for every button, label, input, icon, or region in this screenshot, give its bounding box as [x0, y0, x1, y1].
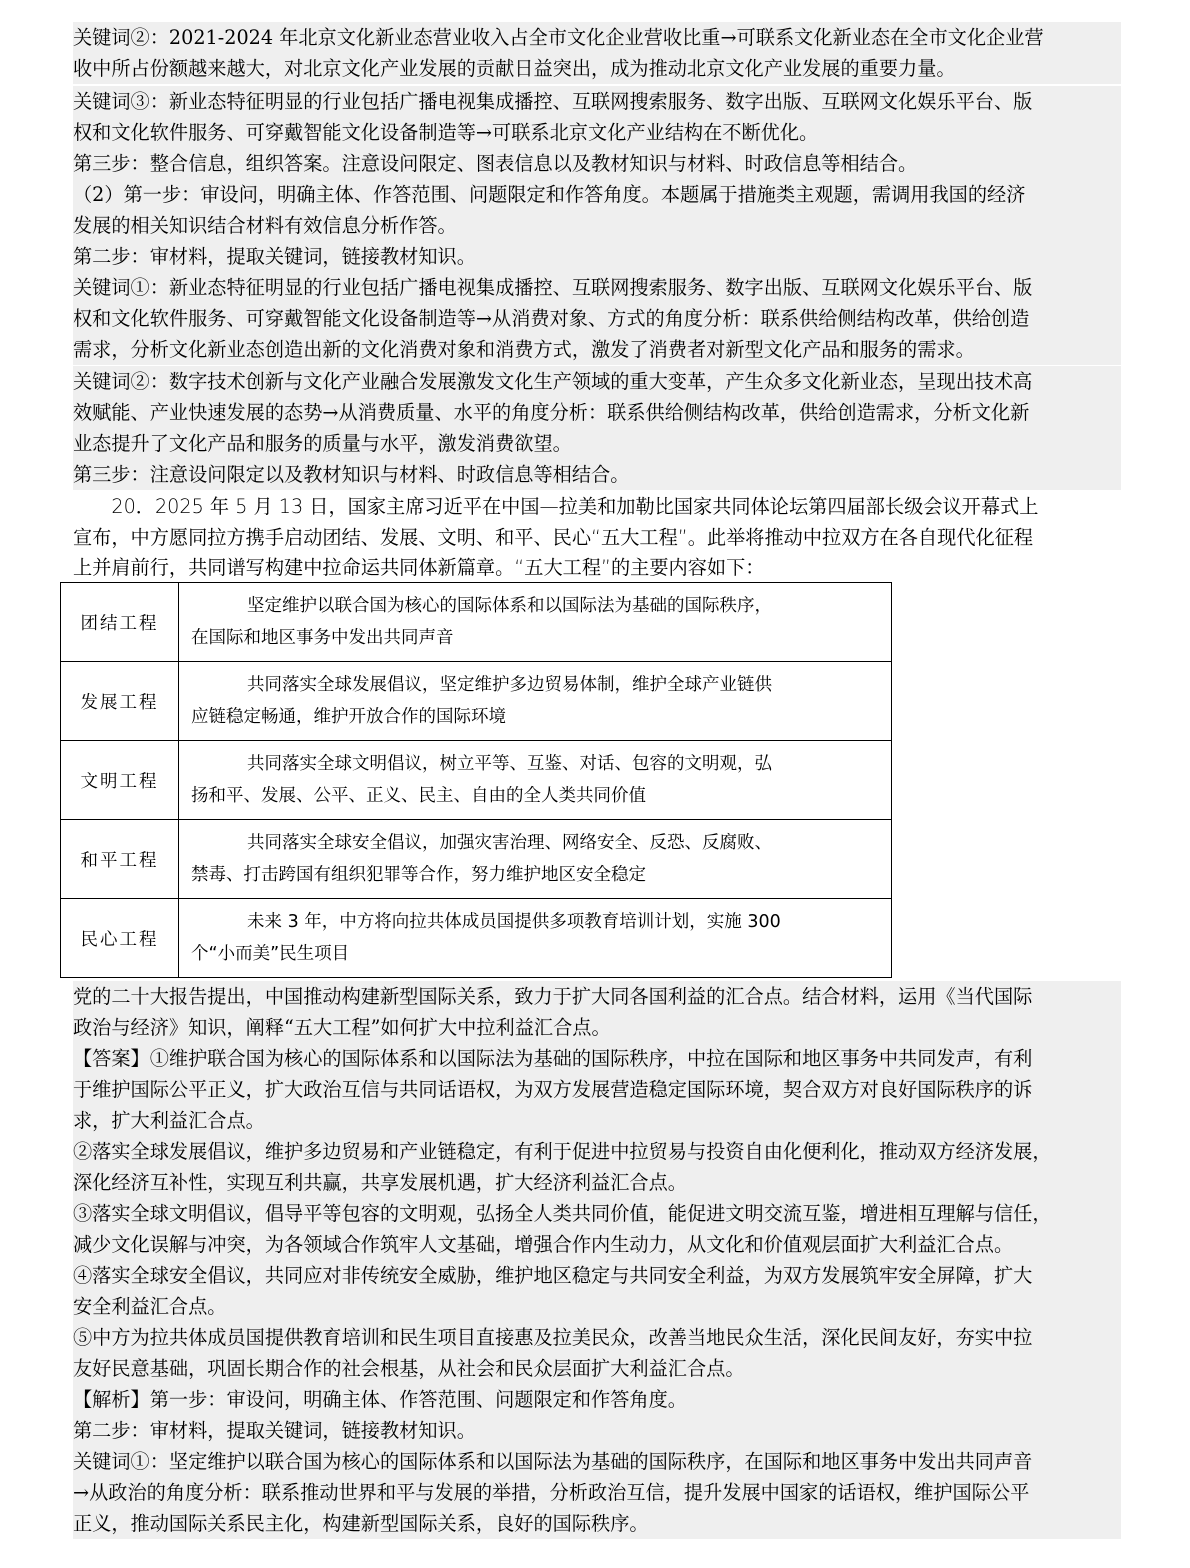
project-name: 民心工程 — [61, 899, 179, 978]
project-name: 团结工程 — [61, 583, 179, 662]
analysis-line: →从政治的角度分析：联系推动世界和平与发展的举措，分析政治互信，提升发展中国家的话语权，维护国际公平 — [73, 1477, 1121, 1508]
text-line: 党的二十大报告提出，中国推动构建新型国际关系，致力于扩大同各国利益的汇合点。结合材料，运用《当代国际 — [73, 981, 1121, 1012]
answer-line: 求，扩大利益汇合点。 — [73, 1105, 1121, 1136]
text-line: 第三步：整合信息，组织答案。注意设问限定、图表信息以及教材知识与材料、时政信息等相结合。 — [73, 148, 1121, 179]
question-line: 上并肩前行，共同谱写构建中拉命运共同体新篇章。“五大工程”的主要内容如下： — [73, 556, 765, 579]
project-content: 共同落实全球文明倡议，树立平等、互鉴、对话、包容的文明观，弘 扬和平、发展、公平、正义、民主、自由的全人类共同价值 — [179, 741, 892, 820]
answer-line: 减少文化误解与冲突，为各领域合作筑牢人文基础，增强合作内生动力，从文化和价值观层面扩大利益汇合点。 — [73, 1229, 1121, 1260]
text-line: 发展的相关知识结合材料有效信息分析作答。 — [73, 210, 1121, 241]
answer-line: 【答案】①维护联合国为核心的国际体系和以国际法为基础的国际秩序，中拉在国际和地区事务中共同发声，有利 — [73, 1043, 1121, 1074]
analysis-line: 正义，推动国际关系民主化，构建新型国际关系，良好的国际秩序。 — [73, 1508, 1121, 1539]
text-line: 需求，分析文化新业态创造出新的文化消费对象和消费方式，激发了消费者对新型文化产品和服务的需求。 — [73, 334, 1121, 365]
text-line: 关键词③：新业态特征明显的行业包括广播电视集成播控、互联网搜索服务、数字出版、互联网文化娱乐平台、版 — [73, 86, 1121, 117]
text-line: 权和文化软件服务、可穿戴智能文化设备制造等→从消费对象、方式的角度分析：联系供给侧结构改革，供给创造 — [73, 303, 1121, 334]
text-line: 权和文化软件服务、可穿戴智能文化设备制造等→可联系北京文化产业结构在不断优化。 — [73, 117, 1121, 148]
analysis-line: 【解析】第一步：审设问，明确主体、作答范围、问题限定和作答角度。 — [73, 1384, 1121, 1415]
text-line: 业态提升了文化产品和服务的质量与水平，激发消费欲望。 — [73, 428, 1121, 459]
answer-line: 深化经济互补性，实现互利共赢，共享发展机遇，扩大经济利益汇合点。 — [73, 1167, 1121, 1198]
table-row — [61, 741, 892, 820]
project-name: 和平工程 — [61, 820, 179, 899]
text-line: 第三步：注意设问限定以及教材知识与材料、时政信息等相结合。 — [73, 459, 1121, 490]
project-content: 坚定维护以联合国为核心的国际体系和以国际法为基础的国际秩序， 在国际和地区事务中发出共同声音 — [179, 583, 892, 662]
text-line: 效赋能、产业快速发展的态势→从消费质量、水平的角度分析：联系供给侧结构改革，供给创造需求，分析文化新 — [73, 397, 1121, 428]
project-content: 共同落实全球发展倡议，坚定维护多边贸易体制，维护全球产业链供 应链稳定畅通，维护开放合作的国际环境 — [179, 662, 892, 741]
answer-line: ③落实全球文明倡议，倡导平等包容的文明观，弘扬全人类共同价值，能促进文明交流互鉴，增进相互理解与信任， — [73, 1198, 1121, 1229]
text-line: 第二步：审材料，提取关键词，链接教材知识。 — [73, 241, 1121, 272]
answer-line: 友好民意基础，巩固长期合作的社会根基，从社会和民众层面扩大利益汇合点。 — [73, 1353, 1121, 1384]
answer-line: ⑤中方为拉共体成员国提供教育培训和民生项目直接惠及拉美民众，改善当地民众生活，深化民间友好，夯实中拉 — [73, 1322, 1121, 1353]
project-name: 文明工程 — [61, 741, 179, 820]
five-projects-table — [60, 582, 892, 978]
analysis-line: 关键词①：坚定维护以联合国为核心的国际体系和以国际法为基础的国际秩序，在国际和地区事务中发出共同声音 — [73, 1446, 1121, 1477]
project-content: 未来 3 年，中方将向拉共体成员国提供多项教育培训计划，实施 300 个“小而美”民生项目 — [179, 899, 892, 978]
question-line: 宣布，中方愿同拉方携手启动团结、发展、文明、和平、民心“五大工程”。此举将推动中拉双方在各自现代化征程 — [73, 526, 1034, 549]
table-row — [61, 583, 892, 662]
text-line: 关键词②：数字技术创新与文化产业融合发展激发文化生产领域的重大变革，产生众多文化新业态，呈现出技术高 — [73, 366, 1121, 397]
answer-line: 于维护国际公平正义，扩大政治互信与共同话语权，为双方发展营造稳定国际环境，契合双方对良好国际秩序的诉 — [73, 1074, 1121, 1105]
question-line: 20．2025 年 5 月 13 日，国家主席习近平在中国—拉美和加勒比国家共同体论坛第四届部长级会议开幕式上 — [73, 495, 1039, 518]
answer-line: ②落实全球发展倡议，维护多边贸易和产业链稳定，有利于促进中拉贸易与投资自由化便利化，推动双方经济发展， — [73, 1136, 1121, 1167]
answer-line: ④落实全球安全倡议，共同应对非传统安全威胁，维护地区稳定与共同安全利益，为双方发展筑牢安全屏障，扩大 — [73, 1260, 1121, 1291]
table-row — [61, 662, 892, 741]
text-line: 关键词②：2021-2024 年北京文化新业态营业收入占全市文化企业营收比重→可联系文化新业态在全市文化企业营 — [73, 22, 1121, 53]
table-row — [61, 899, 892, 978]
project-name: 发展工程 — [61, 662, 179, 741]
text-line: 政治与经济》知识，阐释“五大工程”如何扩大中拉利益汇合点。 — [73, 1012, 1121, 1043]
text-line: （2）第一步：审设问，明确主体、作答范围、问题限定和作答角度。本题属于措施类主观题，需调用我国的经济 — [73, 179, 1121, 210]
project-content: 共同落实全球安全倡议，加强灾害治理、网络安全、反恐、反腐败、 禁毒、打击跨国有组织犯罪等合作，努力维护地区安全稳定 — [179, 820, 892, 899]
table-row — [61, 820, 892, 899]
analysis-line: 第二步：审材料，提取关键词，链接教材知识。 — [73, 1415, 1121, 1446]
answer-line: 安全利益汇合点。 — [73, 1291, 1121, 1322]
text-line: 收中所占份额越来越大，对北京文化产业发展的贡献日益突出，成为推动北京文化产业发展的重要力量。 — [73, 53, 1121, 84]
text-line: 关键词①：新业态特征明显的行业包括广播电视集成播控、互联网搜索服务、数字出版、互联网文化娱乐平台、版 — [73, 272, 1121, 303]
